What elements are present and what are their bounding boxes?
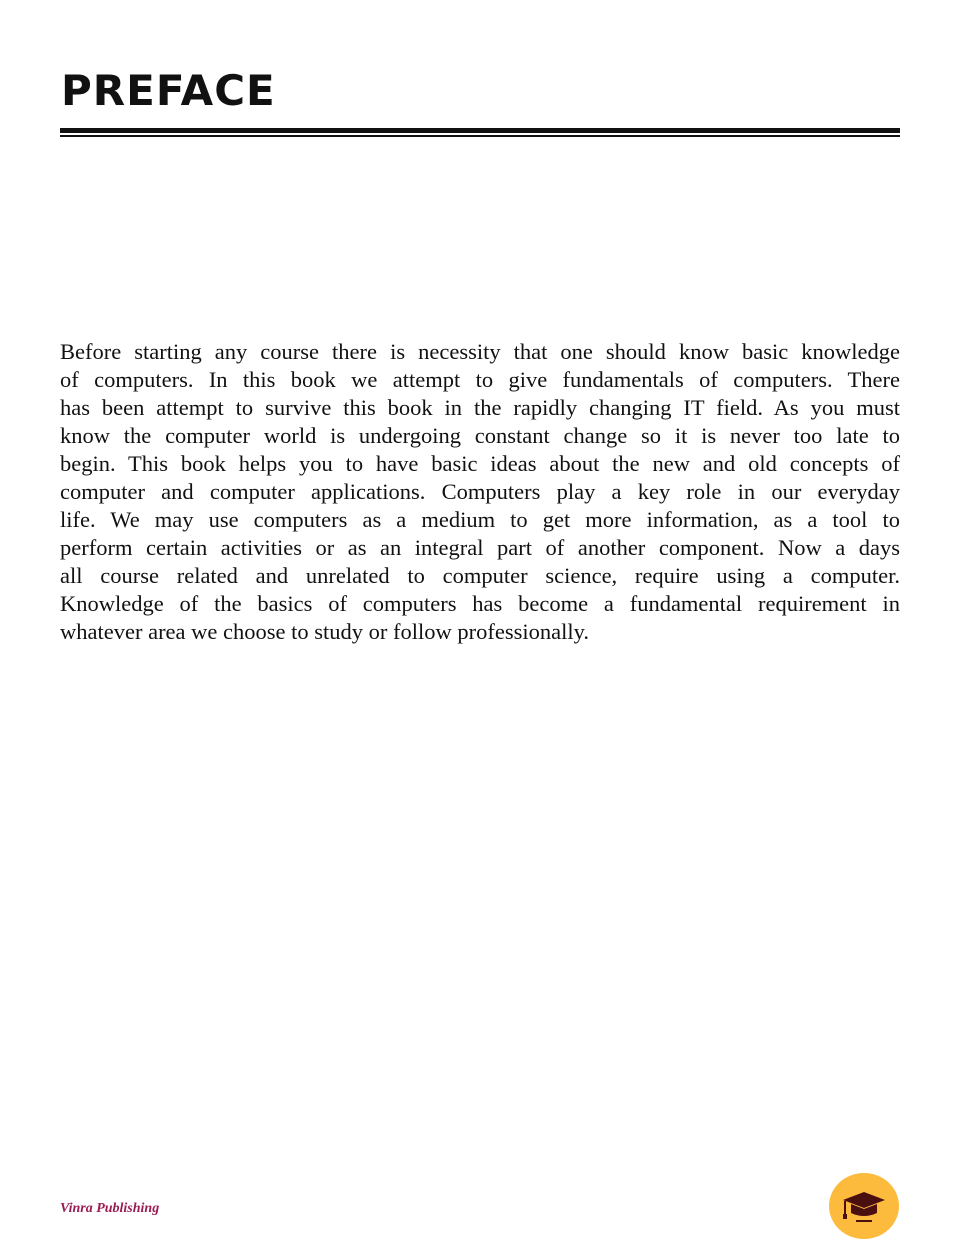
graduation-cap-icon: [829, 1173, 899, 1239]
page-title: PREFACE: [61, 66, 276, 115]
paragraph-line: know the computer world is undergoing constant change so it is never too late to: [60, 423, 900, 448]
title-rule-thin: [60, 135, 900, 137]
preface-paragraph: [60, 338, 900, 646]
paragraph-line: begin. This book helps you to have basic ideas about the new and old concepts of: [60, 451, 900, 476]
paragraph-line: computer and computer applications. Computers play a key role in our everyday: [60, 479, 900, 504]
title-rule-thick: [60, 128, 900, 133]
paragraph-line: Knowledge of the basics of computers has become a fundamental requirement in: [60, 591, 900, 616]
paragraph-line: life. We may use computers as a medium to get more information, as a tool to: [60, 507, 900, 532]
paragraph-line: perform certain activities or as an integral part of another component. Now a days: [60, 535, 900, 560]
publisher-name: Vinra Publishing: [60, 1201, 160, 1216]
paragraph-line: whatever area we choose to study or follow professionally.: [60, 619, 590, 644]
publisher-logo: [829, 1173, 899, 1239]
paragraph-line: all course related and unrelated to computer science, require using a computer.: [60, 563, 900, 588]
paragraph-line: of computers. In this book we attempt to give fundamentals of computers. There: [60, 367, 900, 392]
paragraph-line: Before starting any course there is necessity that one should know basic knowledge: [60, 339, 900, 364]
paragraph-line: has been attempt to survive this book in the rapidly changing IT field. As you must: [60, 395, 900, 420]
